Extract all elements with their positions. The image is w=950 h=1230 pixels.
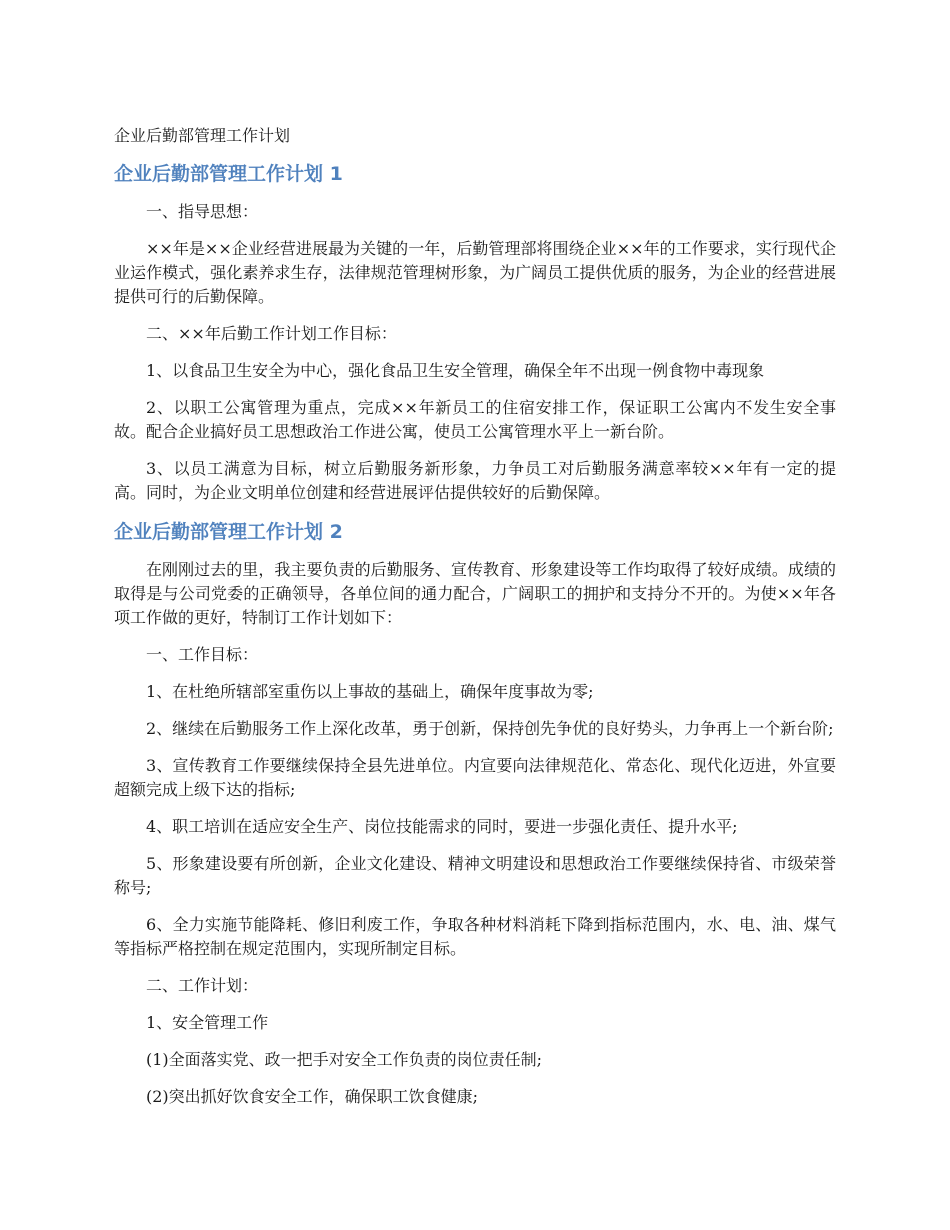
document-title: 企业后勤部管理工作计划	[114, 126, 291, 145]
paragraph: 3、宣传教育工作要继续保持全县先进单位。内宣要向法律规范化、常态化、现代化迈进，外宣要超额完成上级下达的指标;	[114, 756, 836, 799]
paragraph: 一、工作目标：	[146, 645, 259, 664]
paragraph: 6、全力实施节能降耗、修旧利废工作，争取各种材料消耗下降到指标范围内，水、电、油、煤气等指标严格控制在规定范围内，实现所制定目标。	[114, 915, 836, 958]
document-page	[114, 124, 836, 1122]
paragraph: 4、职工培训在适应安全生产、岗位技能需求的同时，要进一步强化责任、提升水平;	[146, 817, 738, 836]
section-heading: 企业后勤部管理工作计划 2	[114, 521, 343, 543]
paragraph: 一、指导思想：	[146, 202, 259, 221]
paragraph: (1)全面落实党、政一把手对安全工作负责的岗位责任制;	[146, 1050, 543, 1069]
section-2	[114, 518, 836, 1109]
paragraph: 在刚刚过去的里，我主要负责的后勤服务、宣传教育、形象建设等工作均取得了较好成绩。成绩的取得是与公司党委的正确领导，各单位间的通力配合，广阔职工的拥护和支持分不开的。为使××年各项工作做的更好，特制订工作计划如下：	[114, 560, 836, 627]
paragraph: 二、××年后勤工作计划工作目标：	[146, 324, 397, 343]
paragraph: ××年是××企业经营进展最为关键的一年，后勤管理部将围绕企业××年的工作要求，实行现代企业运作模式，强化素养求生存，法律规范管理树形象，为广阔员工提供优质的服务，为企业的经营进展提供可行的后勤保障。	[114, 239, 836, 306]
paragraph: 3、以员工满意为目标，树立后勤服务新形象，力争员工对后勤服务满意率较××年有一定的提高。同时，为企业文明单位创建和经营进展评估提供较好的后勤保障。	[114, 459, 836, 502]
paragraph: 5、形象建设要有所创新，企业文化建设、精神文明建设和思想政治工作要继续保持省、市级荣誉称号;	[114, 854, 836, 897]
paragraph: 1、安全管理工作	[146, 1013, 269, 1032]
paragraph: 1、在杜绝所辖部室重伤以上事故的基础上，确保年度事故为零;	[146, 682, 594, 701]
section-1	[114, 160, 836, 505]
section-heading: 企业后勤部管理工作计划 1	[114, 163, 343, 185]
paragraph: (2)突出抓好饮食安全工作，确保职工饮食健康;	[146, 1087, 479, 1106]
paragraph: 二、工作计划：	[146, 976, 259, 995]
paragraph: 2、继续在后勤服务工作上深化改革，勇于创新，保持创先争优的良好势头，力争再上一个新台阶;	[146, 719, 834, 738]
paragraph: 1、以食品卫生安全为中心，强化食品卫生安全管理，确保全年不出现一例食物中毒现象	[146, 361, 765, 380]
paragraph: 2、以职工公寓管理为重点，完成××年新员工的住宿安排工作，保证职工公寓内不发生安全事故。配合企业搞好员工思想政治工作进公寓，使员工公寓管理水平上一新台阶。	[114, 398, 836, 441]
